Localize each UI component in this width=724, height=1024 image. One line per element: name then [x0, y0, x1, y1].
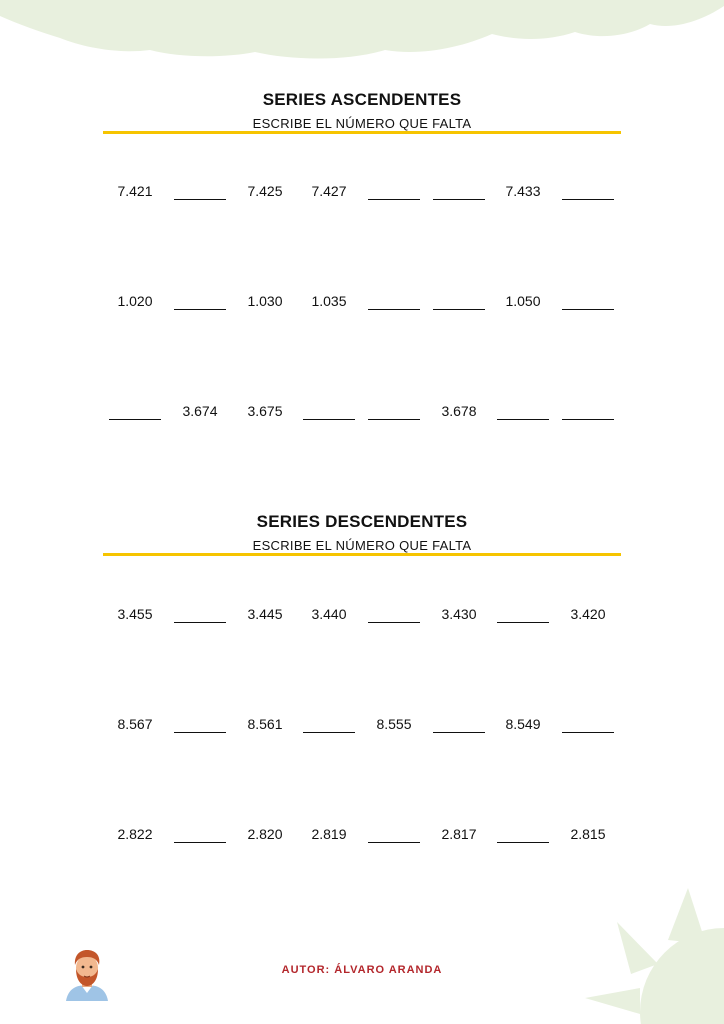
series-number: 3.430 [441, 606, 477, 622]
series-number: 3.678 [441, 403, 477, 419]
series-number: 2.815 [570, 826, 606, 842]
ascending-series-row [0, 291, 724, 315]
ascending-series-row [0, 401, 724, 425]
answer-blank[interactable] [562, 714, 614, 733]
series-number: 7.421 [117, 183, 153, 199]
answer-blank[interactable] [174, 181, 226, 200]
series-number: 3.440 [311, 606, 347, 622]
series-number: 1.035 [311, 293, 347, 309]
series-number: 8.549 [505, 716, 541, 732]
series-number: 3.420 [570, 606, 606, 622]
answer-blank[interactable] [174, 714, 226, 733]
series-number: 1.030 [247, 293, 283, 309]
series-number: 2.820 [247, 826, 283, 842]
answer-blank[interactable] [303, 401, 355, 420]
series-number: 2.817 [441, 826, 477, 842]
answer-blank[interactable] [497, 604, 549, 623]
series-number: 7.433 [505, 183, 541, 199]
series-number: 3.674 [182, 403, 218, 419]
series-number: 2.819 [311, 826, 347, 842]
ascending-title: SERIES ASCENDENTES [262, 90, 462, 109]
answer-blank[interactable] [368, 824, 420, 843]
answer-blank[interactable] [497, 401, 549, 420]
answer-blank[interactable] [433, 181, 485, 200]
answer-blank[interactable] [368, 604, 420, 623]
series-number: 1.050 [505, 293, 541, 309]
descending-subtitle: ESCRIBE EL NÚMERO QUE FALTA [252, 538, 472, 553]
cloud-shape [0, 0, 724, 59]
descending-divider [103, 553, 621, 556]
answer-blank[interactable] [368, 401, 420, 420]
series-number: 3.445 [247, 606, 283, 622]
answer-blank[interactable] [562, 401, 614, 420]
series-number: 3.455 [117, 606, 153, 622]
author-credit: AUTOR: ÁLVARO ARANDA [281, 964, 443, 976]
series-number: 8.555 [376, 716, 412, 732]
ascending-divider [103, 131, 621, 134]
answer-blank[interactable] [433, 714, 485, 733]
series-number: 3.675 [247, 403, 283, 419]
answer-blank[interactable] [174, 604, 226, 623]
descending-title: SERIES DESCENDENTES [256, 512, 468, 531]
series-number: 2.822 [117, 826, 153, 842]
series-number: 7.427 [311, 183, 347, 199]
answer-blank[interactable] [368, 181, 420, 200]
answer-blank[interactable] [368, 291, 420, 310]
answer-blank[interactable] [109, 401, 161, 420]
series-number: 8.561 [247, 716, 283, 732]
ascending-series-row [0, 181, 724, 205]
ascending-subtitle: ESCRIBE EL NÚMERO QUE FALTA [252, 116, 472, 131]
answer-blank[interactable] [174, 291, 226, 310]
series-number: 1.020 [117, 293, 153, 309]
sun-shape [585, 888, 724, 1024]
descending-series-row [0, 714, 724, 738]
series-number: 7.425 [247, 183, 283, 199]
answer-blank[interactable] [562, 181, 614, 200]
answer-blank[interactable] [562, 291, 614, 310]
answer-blank[interactable] [174, 824, 226, 843]
answer-blank[interactable] [433, 291, 485, 310]
descending-series-row [0, 824, 724, 848]
answer-blank[interactable] [497, 824, 549, 843]
answer-blank[interactable] [303, 714, 355, 733]
descending-series-row [0, 604, 724, 628]
series-number: 8.567 [117, 716, 153, 732]
